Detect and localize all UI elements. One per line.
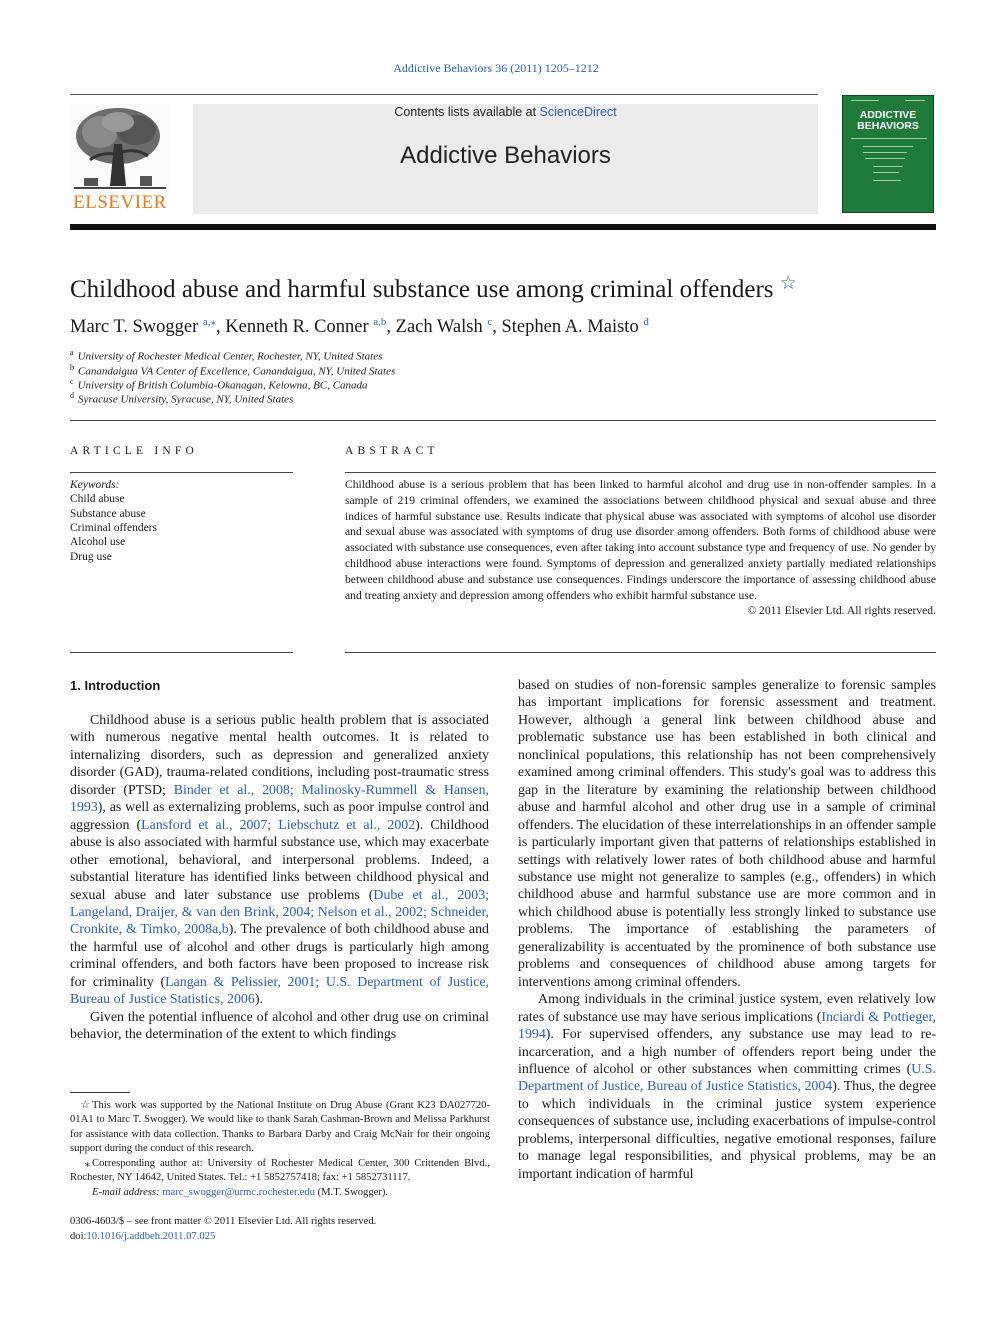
affiliation-divider: [70, 420, 936, 421]
funding-footnote: ☆ This work was supported by the National Institute on Drug Abuse (Grant K23 DA027720-01A1 to Marc T. Swogger). We would like to thank Sarah Cashman-Brown and Melissa Parkhurst for assistance with data collection. Thanks to Barbara Darby and Craig McNair for their ongoing support during the conduct of this research.: [70, 1100, 490, 1154]
affiliation: $^b$ Canandaigua VA Center of Excellence, Canandaigua, NY, United States: [70, 363, 396, 378]
body-text: ). Thus, the degree to which individuals in the criminal justice system experience consequences of substance use, including exacerbations of impulse-control problems, interpersonal difficulties, negative emotional responses, failure to manage legal responsibilities, and physical problems, may be an important indication of harmful: [518, 1079, 936, 1182]
author-affil-sup[interactable]: a,b: [373, 316, 387, 328]
abstract-rule: [345, 472, 936, 473]
body-text: ), as well as externalizing problems, such as poor impulse control and aggression (: [70, 800, 489, 833]
masthead-rule: [70, 94, 818, 95]
author[interactable]: Stephen A. Maisto: [501, 317, 644, 338]
body-text: ). For supervised offenders, any substance use may lead to re-incarceration, and a high number of offenders report being under the influence of alcohol or other substances when committing crimes (: [518, 1027, 936, 1077]
paragraph: [518, 677, 936, 991]
citation-link[interactable]: Lansford et al., 2007; Liebschutz et al., 2002: [141, 817, 416, 833]
keyword: Criminal offenders: [70, 522, 157, 534]
title-footnote-star[interactable]: ☆: [779, 273, 797, 294]
citation-link[interactable]: Dube et al., 2003; Langeland, Draijer, & van den Brink, 2004; Nelson et al., 2002; Schneider, Cronkite, & Timko, 2008a,b: [70, 887, 490, 938]
contents-available: Contents lists available at ScienceDirect: [394, 105, 617, 119]
front-matter-info: [70, 1215, 376, 1244]
citation-link[interactable]: Inciardi & Pottieger, 1994: [518, 1009, 936, 1043]
keyword: Drug use: [70, 551, 112, 563]
sciencedirect-link[interactable]: ScienceDirect: [539, 105, 617, 119]
affiliation: $^a$ University of Rochester Medical Center, Rochester, NY, United States: [70, 348, 383, 363]
cover-title: ADDICTIVE BEHAVIORS: [857, 109, 919, 132]
body-text: Childhood abuse is a serious public health problem that is associated with numerous negative mental health outcomes. It is related to internalizing disorders, such as depression and generalized anxiety disorder (GAD), trauma-related conditions, including post-traumatic stress disorder (PTSD;: [70, 713, 489, 798]
publisher-name: ELSEVIER: [73, 192, 167, 213]
author-sep: ,: [386, 317, 396, 338]
footnote-rule: [70, 1092, 130, 1093]
body-text: ).: [254, 992, 263, 1008]
citation-link[interactable]: Langan & Pelissier, 2001; U.S. Department of Justice, Bureau of Justice Statistics, 2006: [70, 974, 489, 1008]
email-footnote: E-mail address: marc_swogger@urmc.rochester.edu (M.T. Swogger).: [92, 1187, 389, 1198]
keyword: Child abuse: [70, 493, 125, 505]
keywords-label: Keywords:: [70, 479, 120, 491]
journal-cover-thumbnail[interactable]: [842, 95, 934, 213]
journal-banner: [193, 104, 818, 214]
abstract-text: Childhood abuse is a serious problem that has been linked to harmful alcohol and drug use in non-offender samples. In a sample of 219 criminal offenders, we examined the associations between childhood physical and sexual abuse and three indices of harmful substance use. Results indicate that physical abuse was associated with symptoms of alcohol use disorder and sexual abuse was associated with symptoms of drug use disorder among offenders. Both forms of childhood abuse were associated with substance use consequences, even after taking into account substance type and frequency of use. No gender by childhood abuse interactions were found. Symptoms of depression and generalized anxiety partially mediated relationships between childhood abuse and substance use consequences. Findings underscore the importance of assessing childhood abuse and treating anxiety and depression among offenders who exhibit harmful substance use.: [345, 478, 936, 602]
author-sep: ,: [216, 317, 226, 338]
body-text: based on studies of non-forensic samples generalize to forensic samples has important implications for forensic assessment and treatment. However, although a general link between childhood abuse and problematic substance use has been established in both clinical and nonclinical populations, this relationship has not been comprehensively examined among criminal offenders. This study's goal was to address this gap in the literature by examining the relationship between childhood abuse and harmful alcohol and other drug use in a sample of criminal offenders. The elucidation of these interrelationships in an offender sample is particularly important given that patterns of relationships established in settings with relatively lower rates of both childhood abuse and harmful substance use might not generalize to samples (e.g., offenders) in which childhood abuse and harmful substance use are more common and in which childhood abuse is potentially less strongly linked to substance use problems. The importance of establishing the parameters of generalizability is accentuated by the prominence of both substance use problems and consequences of childhood abuse among targets for interventions among criminal offenders.: [518, 678, 936, 990]
body-left-column: [70, 712, 489, 1044]
author-email-link[interactable]: marc_swogger@urmc.rochester.edu: [162, 1187, 315, 1198]
citation-link[interactable]: U.S. Department of Justice, Bureau of Justice Statistics, 2004: [518, 1061, 936, 1095]
header-thick-rule: [70, 224, 936, 230]
author[interactable]: Zach Walsh: [395, 317, 488, 338]
affiliation: $^d$ Syracuse University, Syracuse, NY, United States: [70, 391, 294, 406]
keyword: Substance abuse: [70, 508, 146, 520]
body-text: ). The prevalence of both childhood abuse and the harmful use of alcohol and other drugs is particularly high among criminal offenders, and both factors have been proposed to increase risk for criminality (: [70, 922, 489, 990]
abstract-bottom-rule: [345, 652, 936, 653]
paragraph: [518, 991, 936, 1183]
author-list: [70, 315, 930, 338]
issn-line: 0306-4603/$ – see front matter © 2011 Elsevier Ltd. All rights reserved.: [70, 1216, 377, 1227]
author-affil-sup[interactable]: d: [643, 316, 649, 328]
article-info-rule: [70, 472, 293, 473]
journal-name[interactable]: Addictive Behaviors: [400, 142, 611, 169]
abstract-copyright: © 2011 Elsevier Ltd. All rights reserved.: [747, 604, 936, 618]
article-title: Childhood abuse and harmful substance use among criminal offenders ☆: [70, 273, 797, 303]
doi-link[interactable]: 10.1016/j.addbeh.2011.07.025: [86, 1230, 216, 1242]
article-info-heading: ARTICLE INFO: [70, 445, 198, 457]
author-sep: ,: [492, 317, 502, 338]
journal-citation[interactable]: Addictive Behaviors 36 (2011) 1205–1212: [393, 61, 599, 75]
corresponding-author-footnote: ⁎ Corresponding author at: University of Rochester Medical Center, 300 Crittenden Blvd., Rochester, NY 14642, United States. Tel.: +1 5852757418; fax: +1 5852731117.: [70, 1158, 490, 1184]
article-info-bottom-rule: [70, 652, 293, 653]
body-text: Given the potential influence of alcohol and other drug use on criminal behavior, the determination of the extent to which findings: [70, 1009, 489, 1043]
section-heading-introduction: 1. Introduction: [70, 678, 161, 693]
affiliation: $^c$ University of British Columbia-Okanagan, Kelowna, BC, Canada: [70, 377, 368, 392]
citation-link[interactable]: Binder et al., 2008; Malinosky-Rummell & Hansen, 1993: [70, 782, 489, 816]
author-affil-sup[interactable]: a,⁎: [202, 316, 217, 328]
doi-line: doi:10.1016/j.addbeh.2011.07.025: [70, 1230, 216, 1242]
abstract-body: [345, 477, 936, 619]
author[interactable]: Marc T. Swogger: [70, 317, 203, 338]
body-text: ). Childhood abuse is also associated with harmful substance use, which may exacerbate other emotional, behavioral, and interpersonal problems. Indeed, a substantial literature has identified links between childhood physical and sexual abuse and later substance use problems (: [70, 817, 490, 903]
author[interactable]: Kenneth R. Conner: [225, 317, 374, 338]
paragraph: [70, 1009, 489, 1044]
elsevier-logo[interactable]: [70, 104, 170, 214]
body-text: Among individuals in the criminal justice system, even relatively low rates of substance use may have serious implications (: [518, 992, 936, 1025]
abstract-heading: ABSTRACT: [345, 445, 439, 457]
author-affil-sup[interactable]: c: [487, 316, 493, 328]
keyword: Alcohol use: [70, 536, 126, 548]
paragraph: [70, 712, 489, 1009]
body-right-column: [518, 677, 936, 1183]
